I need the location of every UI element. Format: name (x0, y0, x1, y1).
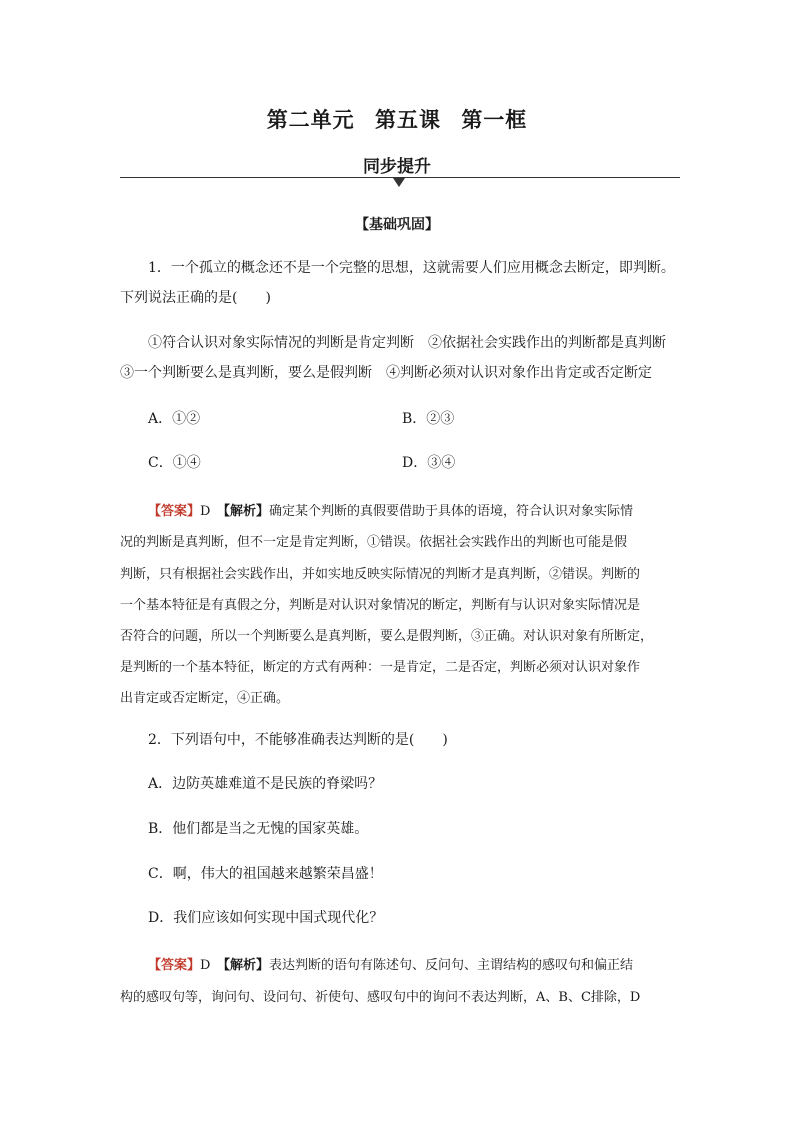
q1-option-a: A．①② (148, 411, 201, 427)
q1-analysis-line5: 否符合的问题，所以一个判断要么是真判断，要么是假判断，③正确。对认识对象有所断定， (120, 629, 654, 644)
q1-analysis-tag: 【解析】 (223, 504, 269, 519)
q1-stem-line1: 1．一个孤立的概念还不是一个完整的思想，这就需要人们应用概念去断定，即判断。 (148, 260, 675, 276)
triangle-down-icon (393, 178, 405, 187)
q2-analysis-line1: 表达判断的语句有陈述句、反问句、主谓结构的感叹句和偏正结 (268, 958, 633, 973)
q1-analysis-line7: 出肯定或否定断定，④正确。 (120, 691, 290, 706)
q2-option-b: B．他们都是当之无愧的国家英雄。 (148, 821, 369, 837)
q2-answer-value: D (200, 958, 211, 973)
q1-stem-line2: 下列说法正确的是( ) (120, 290, 271, 306)
q1-analysis-line4: 一个基本特征是有真假之分，判断是对认识对象情况的断定，判断有与认识对象实际情况是 (120, 598, 641, 613)
page-title (0, 104, 794, 134)
q1-analysis-line1: 确定某个判断的真假要借助于具体的语境，符合认识对象实际情 (268, 504, 633, 519)
q1-option-b: B．②③ (402, 411, 455, 427)
q2-analysis-line2: 构的感叹句等，询问句、设问句、祈使句、感叹句中的询问不表达判断，A、B、C排除，D (120, 990, 641, 1005)
q2-option-c: C．啊，伟大的祖国越来越繁荣昌盛！ (148, 866, 383, 882)
q2-answer-line (148, 954, 633, 973)
q1-analysis-line6: 是判断的一个基本特征，断定的方式有两种：一是肯定，二是否定，判断必须对认识对象作 (120, 660, 641, 675)
subsection-heading: 【基础巩固】 (355, 217, 439, 233)
unit-label: 第二单元 (266, 108, 355, 132)
q2-answer-tag: 【答案】 (148, 958, 201, 973)
q1-analysis-line3: 判断，只有根据社会实践作出，并如实地反映实际情况的判断才是真判断，②错误。判断的 (120, 567, 641, 582)
q1-analysis-line2: 况的判断是真判断，但不一定是肯定判断，①错误。依据社会实践作出的判断也可能是假 (120, 535, 628, 550)
q2-stem: 2．下列语句中，不能够准确表达判断的是( ) (148, 732, 448, 748)
q2-option-a: A．边防英雄难道不是民族的脊梁吗？ (148, 776, 383, 792)
section-heading: 同步提升 (363, 157, 431, 177)
q2-analysis-tag: 【解析】 (223, 958, 269, 973)
q1-answer-tag: 【答案】 (148, 504, 201, 519)
frame-label: 第一框 (461, 108, 528, 132)
q1-statements-line1: ①符合认识对象实际情况的判断是肯定判断 ②依据社会实践作出的判断都是真判断 (148, 335, 666, 351)
q1-statements-line2: ③一个判断要么是真判断，要么是假判断 ④判断必须对认识对象作出肯定或否定断定 (120, 365, 652, 381)
lesson-label: 第五课 (375, 108, 441, 132)
q1-answer-value: D (200, 504, 211, 519)
q1-answer-line (148, 500, 633, 519)
q1-option-d: D．③④ (402, 455, 456, 471)
q2-option-d: D．我们应该如何实现中国式现代化？ (148, 910, 384, 926)
q1-option-c: C．①④ (148, 455, 201, 471)
